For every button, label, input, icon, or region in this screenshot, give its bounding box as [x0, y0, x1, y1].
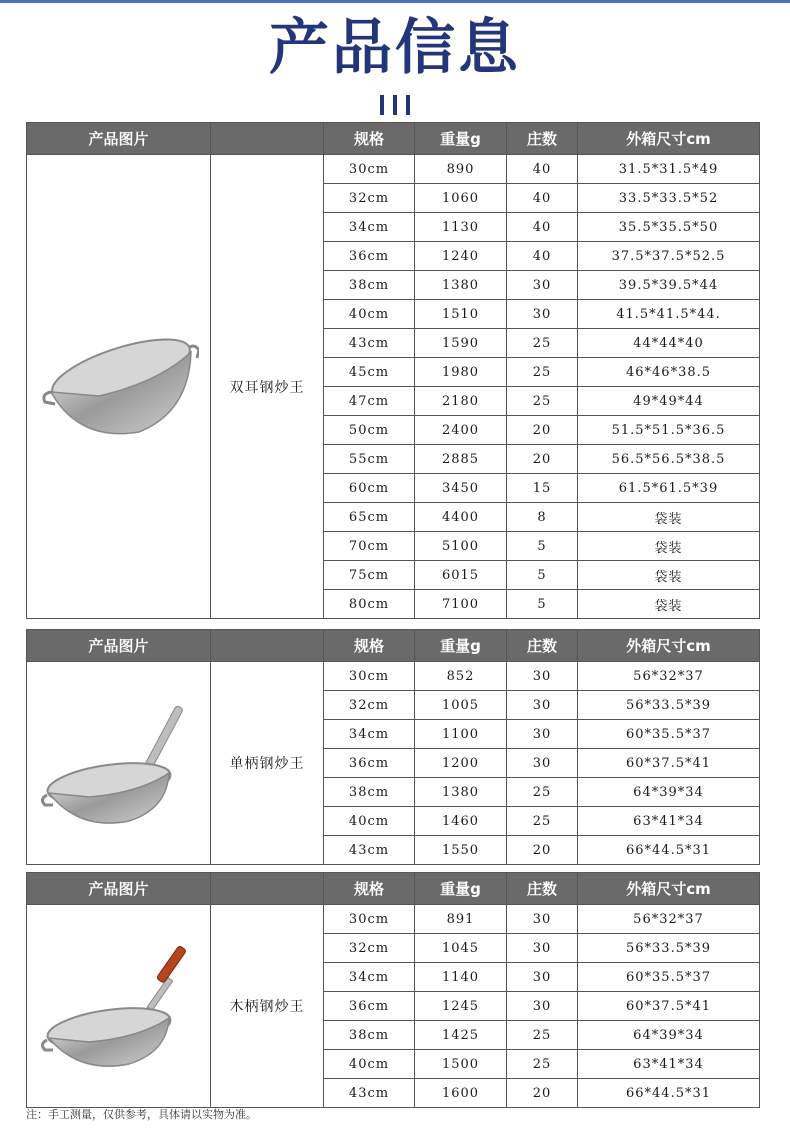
- top-accent-line: [0, 0, 790, 3]
- cell-qty: 20: [507, 416, 578, 445]
- cell-carton: 64*39*34: [578, 778, 760, 807]
- cell-spec: 36cm: [324, 749, 415, 778]
- cell-carton: 60*37.5*41: [578, 749, 760, 778]
- cell-weight: 5100: [415, 532, 507, 561]
- cell-weight: 891: [415, 905, 507, 934]
- cell-carton: 袋装: [578, 532, 760, 561]
- cell-spec: 60cm: [324, 474, 415, 503]
- cell-qty: 30: [507, 749, 578, 778]
- cell-spec: 34cm: [324, 720, 415, 749]
- cell-carton: 56*33.5*39: [578, 934, 760, 963]
- cell-spec: 32cm: [324, 934, 415, 963]
- cell-weight: 890: [415, 155, 507, 184]
- cell-qty: 30: [507, 662, 578, 691]
- product-name: 木柄钢炒王: [211, 905, 324, 1108]
- cell-qty: 15: [507, 474, 578, 503]
- cell-weight: 1140: [415, 963, 507, 992]
- cell-spec: 38cm: [324, 271, 415, 300]
- cell-spec: 34cm: [324, 213, 415, 242]
- cell-weight: 3450: [415, 474, 507, 503]
- cell-spec: 32cm: [324, 184, 415, 213]
- cell-spec: 36cm: [324, 992, 415, 1021]
- header-spec: 规格: [324, 123, 415, 155]
- cell-weight: 1460: [415, 807, 507, 836]
- table-row: [27, 155, 760, 184]
- cell-spec: 70cm: [324, 532, 415, 561]
- cell-spec: 55cm: [324, 445, 415, 474]
- cell-qty: 20: [507, 445, 578, 474]
- cell-carton: 56*32*37: [578, 662, 760, 691]
- cell-spec: 34cm: [324, 963, 415, 992]
- cell-carton: 35.5*35.5*50: [578, 213, 760, 242]
- cell-carton: 64*39*34: [578, 1021, 760, 1050]
- cell-spec: 43cm: [324, 836, 415, 865]
- cell-carton: 袋装: [578, 503, 760, 532]
- cell-weight: 1240: [415, 242, 507, 271]
- cell-carton: 60*35.5*37: [578, 963, 760, 992]
- double-handle-wok-icon: [27, 322, 210, 452]
- cell-carton: 56*32*37: [578, 905, 760, 934]
- cell-qty: 25: [507, 778, 578, 807]
- cell-weight: 1980: [415, 358, 507, 387]
- cell-weight: 1005: [415, 691, 507, 720]
- cell-spec: 36cm: [324, 242, 415, 271]
- table-header-row: [27, 630, 760, 662]
- product-image-cell: [27, 905, 211, 1108]
- table-row: [27, 905, 760, 934]
- cell-qty: 8: [507, 503, 578, 532]
- cell-qty: 20: [507, 1079, 578, 1108]
- cell-qty: 25: [507, 1021, 578, 1050]
- cell-spec: 40cm: [324, 1050, 415, 1079]
- cell-qty: 5: [507, 590, 578, 619]
- cell-spec: 80cm: [324, 590, 415, 619]
- table-header-row: [27, 873, 760, 905]
- header-name: [211, 873, 324, 905]
- cell-carton: 66*44.5*31: [578, 1079, 760, 1108]
- cell-spec: 38cm: [324, 1021, 415, 1050]
- cell-qty: 30: [507, 992, 578, 1021]
- product-image-cell: [27, 662, 211, 865]
- product-image-cell: [27, 155, 211, 619]
- page-title: 产品信息: [269, 13, 521, 83]
- header-qty: 庄数: [507, 630, 578, 662]
- cell-carton: 60*37.5*41: [578, 992, 760, 1021]
- cell-qty: 30: [507, 963, 578, 992]
- cell-carton: 44*44*40: [578, 329, 760, 358]
- cell-carton: 33.5*33.5*52: [578, 184, 760, 213]
- cell-weight: 852: [415, 662, 507, 691]
- table-header-row: [27, 123, 760, 155]
- header-weight: 重量g: [415, 123, 507, 155]
- cell-weight: 1590: [415, 329, 507, 358]
- header-carton: 外箱尺寸cm: [578, 630, 760, 662]
- cell-spec: 47cm: [324, 387, 415, 416]
- cell-qty: 40: [507, 184, 578, 213]
- cell-carton: 56*33.5*39: [578, 691, 760, 720]
- cell-qty: 40: [507, 155, 578, 184]
- table-row: [27, 662, 760, 691]
- header-spec: 规格: [324, 873, 415, 905]
- header-name: [211, 123, 324, 155]
- cell-qty: 25: [507, 1050, 578, 1079]
- spec-table-single-handle: [26, 629, 760, 865]
- cell-carton: 39.5*39.5*44: [578, 271, 760, 300]
- product-name: 单柄钢炒王: [211, 662, 324, 865]
- cell-weight: 2885: [415, 445, 507, 474]
- cell-weight: 1100: [415, 720, 507, 749]
- cell-spec: 50cm: [324, 416, 415, 445]
- cell-carton: 56.5*56.5*38.5: [578, 445, 760, 474]
- cell-weight: 1510: [415, 300, 507, 329]
- cell-carton: 60*35.5*37: [578, 720, 760, 749]
- header-weight: 重量g: [415, 873, 507, 905]
- footnote: 注：手工测量，仅供参考，具体请以实物为准。: [26, 1108, 257, 1121]
- cell-carton: 63*41*34: [578, 1050, 760, 1079]
- cell-carton: 49*49*44: [578, 387, 760, 416]
- cell-weight: 1425: [415, 1021, 507, 1050]
- header-spec: 规格: [324, 630, 415, 662]
- cell-weight: 1380: [415, 778, 507, 807]
- cell-carton: 63*41*34: [578, 807, 760, 836]
- cell-spec: 43cm: [324, 1079, 415, 1108]
- header-name: [211, 630, 324, 662]
- cell-qty: 30: [507, 934, 578, 963]
- title-divider-bars: [380, 95, 412, 115]
- cell-spec: 43cm: [324, 329, 415, 358]
- cell-weight: 1380: [415, 271, 507, 300]
- cell-weight: 7100: [415, 590, 507, 619]
- header-qty: 庄数: [507, 873, 578, 905]
- cell-weight: 1200: [415, 749, 507, 778]
- cell-spec: 38cm: [324, 778, 415, 807]
- cell-carton: 46*46*38.5: [578, 358, 760, 387]
- cell-weight: 2400: [415, 416, 507, 445]
- cell-spec: 30cm: [324, 155, 415, 184]
- cell-spec: 40cm: [324, 300, 415, 329]
- cell-qty: 20: [507, 836, 578, 865]
- product-name: 双耳钢炒王: [211, 155, 324, 619]
- cell-qty: 25: [507, 358, 578, 387]
- cell-qty: 5: [507, 532, 578, 561]
- wooden-handle-wok-icon: [27, 936, 210, 1076]
- cell-qty: 40: [507, 213, 578, 242]
- spec-table-wooden-handle: [26, 872, 760, 1108]
- header-weight: 重量g: [415, 630, 507, 662]
- cell-weight: 1045: [415, 934, 507, 963]
- cell-spec: 45cm: [324, 358, 415, 387]
- cell-carton: 袋装: [578, 590, 760, 619]
- cell-carton: 31.5*31.5*49: [578, 155, 760, 184]
- header-image: 产品图片: [27, 630, 211, 662]
- cell-carton: 41.5*41.5*44.: [578, 300, 760, 329]
- single-handle-wok-icon: [27, 693, 210, 833]
- cell-weight: 1060: [415, 184, 507, 213]
- cell-qty: 25: [507, 807, 578, 836]
- cell-weight: 1130: [415, 213, 507, 242]
- cell-qty: 25: [507, 387, 578, 416]
- cell-spec: 30cm: [324, 662, 415, 691]
- cell-carton: 袋装: [578, 561, 760, 590]
- cell-qty: 40: [507, 242, 578, 271]
- cell-carton: 61.5*61.5*39: [578, 474, 760, 503]
- cell-spec: 40cm: [324, 807, 415, 836]
- cell-weight: 1500: [415, 1050, 507, 1079]
- cell-qty: 25: [507, 329, 578, 358]
- header-qty: 庄数: [507, 123, 578, 155]
- cell-spec: 65cm: [324, 503, 415, 532]
- header-image: 产品图片: [27, 873, 211, 905]
- cell-spec: 75cm: [324, 561, 415, 590]
- header-carton: 外箱尺寸cm: [578, 123, 760, 155]
- spec-table-double-handle: [26, 122, 760, 619]
- cell-weight: 2180: [415, 387, 507, 416]
- header-carton: 外箱尺寸cm: [578, 873, 760, 905]
- cell-qty: 30: [507, 271, 578, 300]
- cell-qty: 30: [507, 905, 578, 934]
- cell-weight: 1550: [415, 836, 507, 865]
- header-image: 产品图片: [27, 123, 211, 155]
- cell-carton: 51.5*51.5*36.5: [578, 416, 760, 445]
- cell-qty: 30: [507, 300, 578, 329]
- cell-qty: 5: [507, 561, 578, 590]
- cell-carton: 66*44.5*31: [578, 836, 760, 865]
- cell-weight: 1245: [415, 992, 507, 1021]
- cell-qty: 30: [507, 720, 578, 749]
- cell-weight: 6015: [415, 561, 507, 590]
- cell-qty: 30: [507, 691, 578, 720]
- cell-carton: 37.5*37.5*52.5: [578, 242, 760, 271]
- cell-spec: 32cm: [324, 691, 415, 720]
- cell-spec: 30cm: [324, 905, 415, 934]
- cell-weight: 1600: [415, 1079, 507, 1108]
- cell-weight: 4400: [415, 503, 507, 532]
